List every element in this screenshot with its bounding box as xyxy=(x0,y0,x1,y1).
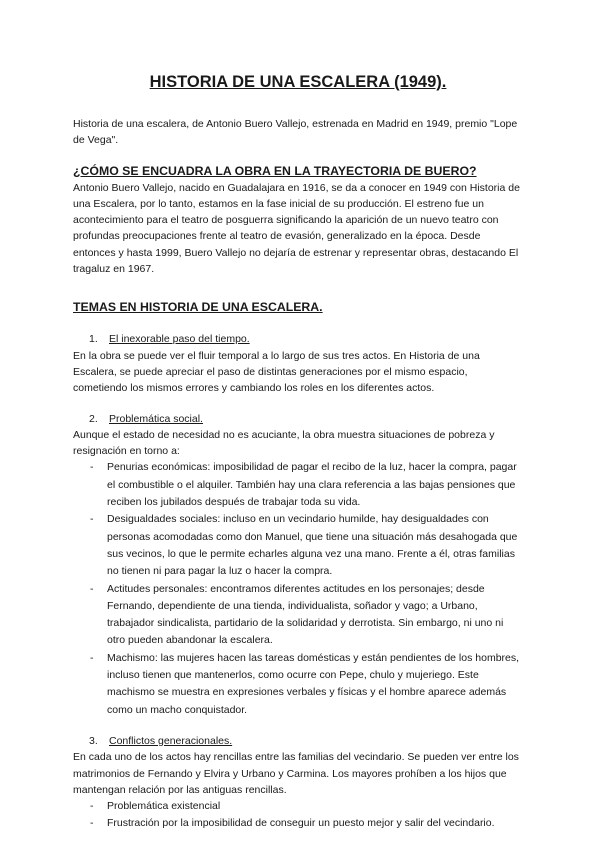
list-item: - Penurias económicas: imposibilidad de pagar el recibo de la luz, hacer la compra, pagar el combustible o el alquiler. También hay una clara referencia a las bajas pensiones que reciben los jubilados después de trabajar toda su vida. xyxy=(73,459,523,511)
section-heading-themes: TEMAS EN HISTORIA DE UNA ESCALERA. xyxy=(73,300,323,315)
list-item: - Machismo: las mujeres hacen las tareas domésticas y están pendientes de los hombres, incluso tienen que mantenerlos, como ocurre con Pepe, chulo y mujeriego. Este machismo se muestra en expresiones verbales y físicas y el hombre aparece además como un macho conquistador. xyxy=(73,650,523,719)
topic-paragraph: En la obra se puede ver el fluir temporal a lo largo de sus tres actos. En Historia de una Escalera, se puede apreciar el paso de distintas generaciones por el mismo espacio, cometiendo los mismos errores y cambiando los roles en los diferentes actos. xyxy=(73,349,480,395)
topic-label: El inexorable paso del tiempo. xyxy=(109,333,250,346)
list-item: - Desigualdades sociales: incluso en un vecindario humilde, hay desigualdades con personas acomodadas como don Manuel, que tiene una situación más desahogada que sus vecinos, lo que le permite echarles alguna vez una mano. Frente a él, otras familias no tienen ni para pagar la luz o hacer la compra. xyxy=(73,511,523,580)
trajectory-paragraph: Antonio Buero Vallejo, nacido en Guadalajara en 1916, se da a conocer en 1949 con Historia de una Escalera, por lo tanto, estamos en la fase inicial de su producción. El estreno fue un acontecimiento para el teatro de posguerra significando la aparición de un nuevo teatro con profundas preocupaciones frente al teatro de evasión, generalizado en la época. Desde entonces y hasta 1999, Buero Vallejo no dejaría de estrenar y representar obras, destacando El tragaluz en 1967. xyxy=(73,181,520,276)
topic-number: 2. xyxy=(89,412,98,425)
list-item: - Problemática existencial xyxy=(73,798,523,815)
dash-list xyxy=(73,459,523,718)
topic-label: Problemática social. xyxy=(109,412,203,425)
dash-list xyxy=(73,798,523,833)
document-page xyxy=(73,72,523,847)
topic-generational xyxy=(73,733,523,833)
topic-paragraph: En cada uno de los actos hay rencillas entre las familias del vecindario. Se pueden ver entre los matrimonios de Fernando y Elvira y Urbano y Carmina. Los mayores prohíben a los hijos que mantengan relación por las antiguas rencillas. xyxy=(73,751,519,796)
document-title: HISTORIA DE UNA ESCALERA (1949). xyxy=(149,73,447,91)
topic-time xyxy=(73,331,523,396)
topic-number: 3. xyxy=(89,734,98,747)
topic-heading xyxy=(89,733,523,749)
list-item: - Frustración por la imposibilidad de conseguir un puesto mejor y salir del vecindario. xyxy=(73,815,523,832)
section-heading-trajectory: ¿CÓMO SE ENCUADRA LA OBRA EN LA TRAYECTORIA DE BUERO? xyxy=(73,163,477,178)
topic-label: Conflictos generacionales. xyxy=(109,734,233,747)
topic-heading xyxy=(89,411,523,427)
intro-paragraph: Historia de una escalera, de Antonio Buero Vallejo, estrenada en Madrid en 1949, premio "Lope de Vega". xyxy=(73,118,518,147)
list-item: - Actitudes personales: encontramos diferentes actitudes en los personajes; desde Fernando, dependiente de una tienda, individualista, soñador y vago; a Urbano, trabajador sindicalista, partidario de la solidaridad y derrotista. Sin embargo, ni uno ni otro pueden abandonar la escalera. xyxy=(73,581,523,650)
topic-number: 1. xyxy=(89,333,98,346)
topic-heading xyxy=(89,331,523,347)
topic-paragraph: Aunque el estado de necesidad no es acuciante, la obra muestra situaciones de pobreza y resignación en torno a: xyxy=(73,428,495,458)
topic-social xyxy=(73,411,523,719)
